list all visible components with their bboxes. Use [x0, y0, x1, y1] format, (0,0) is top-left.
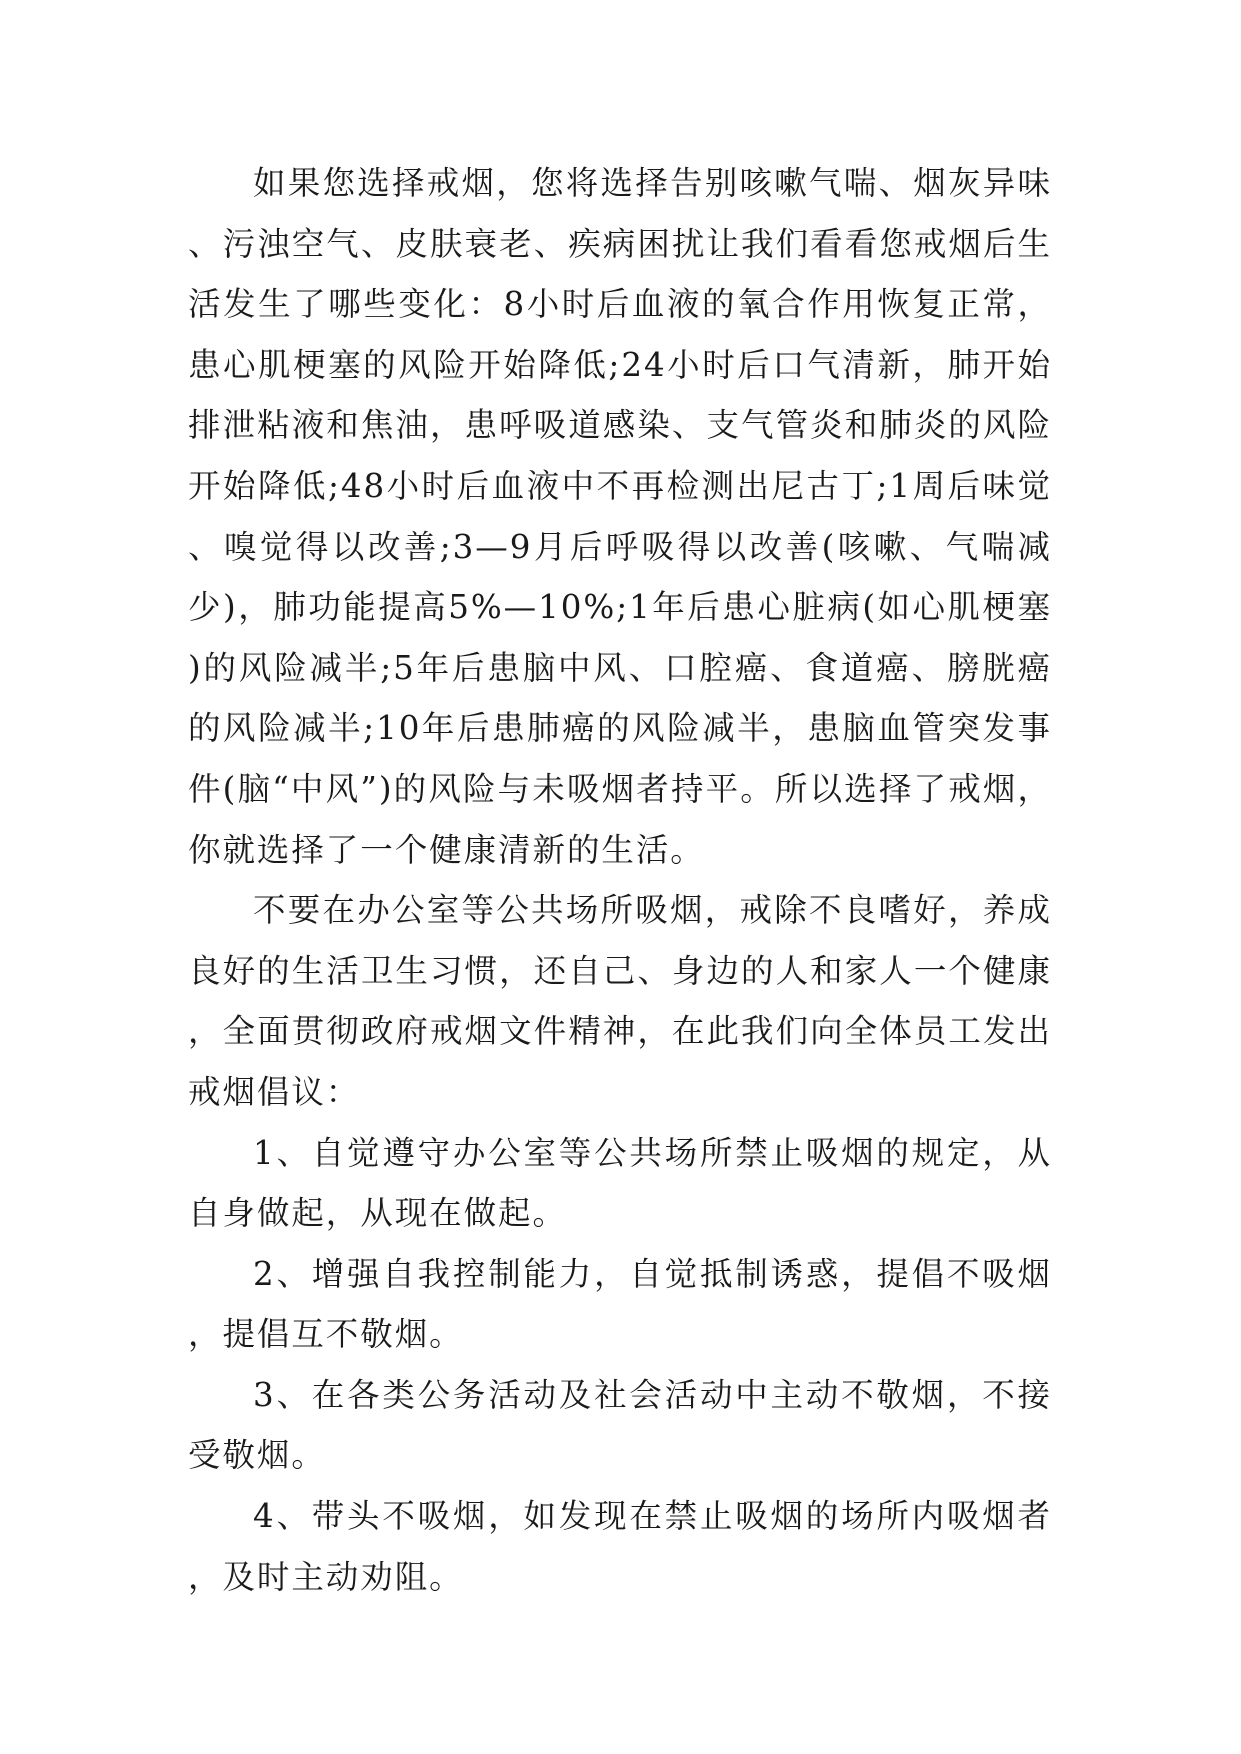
list-item-4: 4、带头不吸烟，如发现在禁止吸烟的场所内吸烟者，及时主动劝阻。	[188, 1497, 1052, 1596]
list-item-3: 3、在各类公务活动及社会活动中主动不敬烟，不接受敬烟。	[188, 1375, 1052, 1475]
paragraph-benefits: 如果您选择戒烟，您将选择告别咳嗽气喘、烟灰异味、污浊空气、皮肤衰老、疾病困扰让我们看看您戒烟后生活发生了哪些变化：8小时后血液的氧合作用恢复正常，患心肌梗塞的风险开始降低;24小时后口气清新，肺开始排泄粘液和焦油，患呼吸道感染、支气管炎和肺炎的风险开始降低;48小时后血液中不再检测出尼古丁;1周后味觉、嗅觉得以改善;3—9月后呼吸得以改善(咳嗽、气喘减少)，肺功能提高5%—10%;1年后患心脏病(如心肌梗塞)的风险减半;5年后患脑中风、口腔癌、食道癌、膀胱癌的风险减半;10年后患肺癌的风险减半，患脑血管突发事件(脑“中风”)的风险与未吸烟者持平。所以选择了戒烟，你就选择了一个健康清新的生活。	[188, 164, 1052, 869]
document-body	[188, 153, 1052, 1607]
list-item-1: 1、自觉遵守办公室等公共场所禁止吸烟的规定，从自身做起，从现在做起。	[188, 1133, 1052, 1233]
list-item-2: 2、增强自我控制能力，自觉抵制诱惑，提倡不吸烟，提倡互不敬烟。	[188, 1254, 1052, 1354]
paragraph-initiative: 不要在办公室等公共场所吸烟，戒除不良嗜好，养成良好的生活卫生习惯，还自己、身边的人和家人一个健康，全面贯彻政府戒烟文件精神，在此我们向全体员工发出戒烟倡议：	[188, 891, 1052, 1111]
